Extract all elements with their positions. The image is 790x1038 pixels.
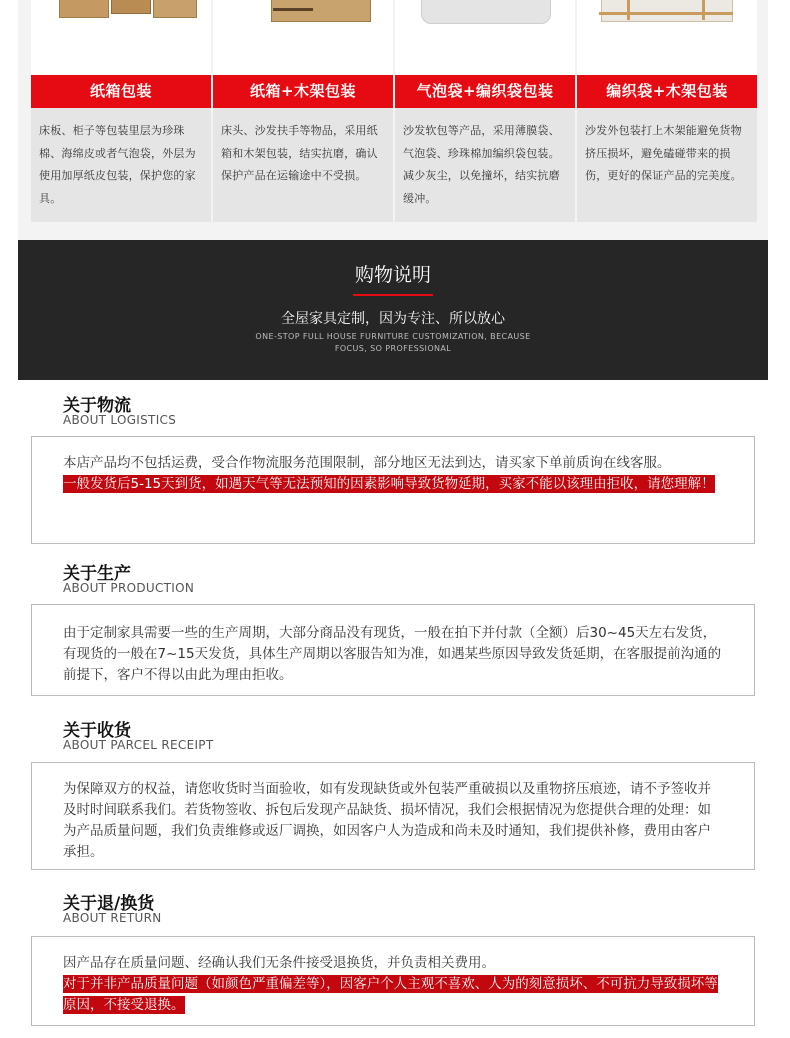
- logistics-box: [31, 436, 755, 544]
- production-text: 由于定制家具需要一些的生产周期，大部分商品没有现货，一般在拍下并付款（全额）后30~45天左右发货，有现货的一般在7~15天发货，具体生产周期以客服告知为准，如遇某些原因导致发货延期，在客服提前沟通的前提下，客户不得以由此为理由拒收。: [63, 625, 722, 683]
- bubble-woven-package-image: [395, 0, 575, 75]
- logistics-highlight: 一般发货后5-15天到货，如遇天气等无法预知的因素影响导致货物延期，买家不能以该理由拒收，请您理解！: [63, 476, 715, 492]
- packaging-description-box: [395, 108, 575, 222]
- banner-subtitle: 全屋家具定制，因为专注、所以放心: [281, 311, 505, 327]
- packaging-description-box: [577, 108, 757, 222]
- receipt-title: 关于收货: [63, 721, 131, 741]
- return-text: 因产品存在质量问题、经确认我们无条件接受退换货，并负责相关费用。: [63, 955, 495, 971]
- production-box: [31, 604, 755, 696]
- production-title: 关于生产: [63, 564, 131, 584]
- packaging-description: 床板、柜子等包装里层为珍珠棉、海绵皮或者气泡袋，外层为使用加厚纸皮包装，保护您的家具。: [39, 124, 196, 205]
- packaging-card-carton-wood: [213, 0, 393, 222]
- packaging-title: 纸箱+木架包装: [213, 75, 393, 108]
- logistics-title: 关于物流: [63, 396, 131, 416]
- packaging-description-box: [213, 108, 393, 222]
- return-box: [31, 936, 755, 1026]
- packaging-title: 气泡袋+编织袋包装: [395, 75, 575, 108]
- packaging-title: 纸箱包装: [31, 75, 211, 108]
- packaging-description: 沙发外包装打上木架能避免货物挤压损坏，避免磕碰带来的损伤，更好的保证产品的完美度。: [585, 124, 742, 182]
- receipt-english-title: ABOUT PARCEL RECEIPT: [63, 738, 214, 752]
- packaging-card-woven-wood: [577, 0, 757, 222]
- banner-divider: [353, 294, 433, 296]
- woven-wood-package-image: [577, 0, 757, 75]
- return-title: 关于退/换货: [63, 894, 155, 914]
- return-highlight: 对于并非产品质量问题（如颜色严重偏差等），因客户个人主观不喜欢、人为的刻意损坏、不可抗力导致损坏等原因，不接受退换。: [63, 976, 718, 1013]
- carton-wood-package-image: [213, 0, 393, 75]
- packaging-card-carton: [31, 0, 211, 222]
- packaging-card-bubble-woven: [395, 0, 575, 222]
- production-english-title: ABOUT PRODUCTION: [63, 581, 195, 595]
- packaging-description: 沙发软包等产品，采用薄膜袋、气泡袋、珍珠棉加编织袋包装。减少灰尘，以免撞坏，结实抗磨缓冲。: [403, 124, 560, 205]
- banner-english-subtitle: ONE-STOP FULL HOUSE FURNITURE CUSTOMIZATION, BECAUSE FOCUS, SO PROFESSIONAL: [255, 332, 531, 353]
- receipt-box: [31, 762, 755, 870]
- receipt-text: 为保障双方的权益，请您收货时当面验收，如有发现缺货或外包装严重破损以及重物挤压痕迹，请不予签收并及时时间联系我们。若货物签收、拆包后发现产品缺货、损坏情况，我们会根据情况为您提供合理的处理：如为产品质量问题，我们负责维修或返厂调换，如因客户人为造成和尚未及时通知，我们提供补修，费用由客户承担。: [63, 781, 711, 860]
- banner-title: 购物说明: [354, 264, 431, 286]
- logistics-text: 本店产品均不包括运费，受合作物流服务范围限制，部分地区无法到达，请买家下单前质询在线客服。: [63, 455, 671, 471]
- shopping-guide-banner: [18, 240, 768, 380]
- packaging-description-box: [31, 108, 211, 222]
- packaging-title: 编织袋+木架包装: [577, 75, 757, 108]
- packaging-description: 床头、沙发扶手等物品，采用纸箱和木架包装，结实抗磨，确认保护产品在运输途中不受损。: [221, 124, 378, 182]
- return-english-title: ABOUT RETURN: [63, 911, 162, 925]
- logistics-english-title: ABOUT LOGISTICS: [63, 413, 177, 427]
- carton-package-image: [31, 0, 211, 75]
